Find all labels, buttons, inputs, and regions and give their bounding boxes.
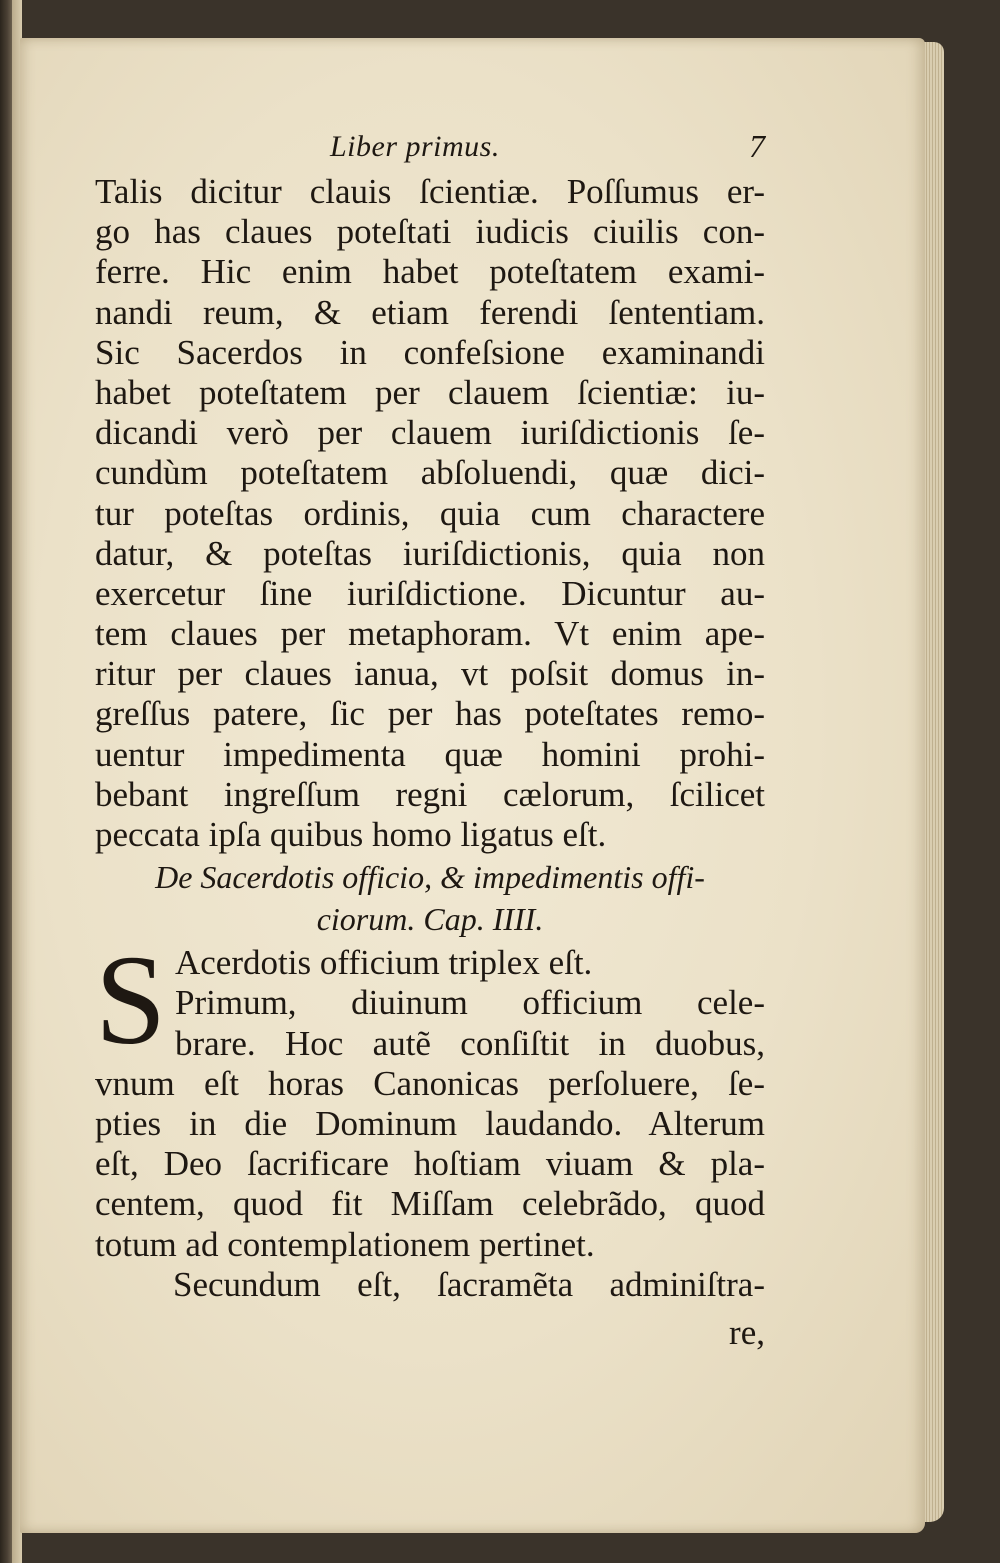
text-line: Secundum eſt, ſacramẽta adminiſtra- [173, 1264, 765, 1304]
text-line: tem claues per metaphoram. Vt enim ape- [95, 614, 765, 654]
text-line: Sic Sacerdos in confeſsione examinandi [95, 332, 765, 372]
text-line: ritur per claues ianua, vt poſsit domus in- [95, 654, 765, 694]
text-line: uentur impedimenta quæ homini prohi- [95, 734, 765, 774]
text-line: tur poteſtas ordinis, quia cum charactere [95, 493, 765, 533]
text-line: cundùm poteſtatem abſoluendi, quæ dici- [95, 453, 765, 493]
text-line: eſt, Deo ſacrificare hoſtiam viuam & pla- [95, 1144, 765, 1184]
page-number: 7 [749, 128, 765, 164]
body-paragraph-1 [95, 172, 765, 855]
text-line: totum ad contemplationem pertinet. [95, 1224, 595, 1264]
text-line: ferre. Hic enim habet poteſtatem exami- [95, 252, 765, 292]
text-line: bebant ingreſſum regni cælorum, ſcilicet [95, 774, 765, 814]
running-head-title: Liber primus. [330, 130, 500, 163]
text-line: vnum eſt horas Canonicas perſoluere, ſe- [95, 1063, 765, 1103]
text-line: nandi reum, & etiam ferendi ſententiam. [95, 292, 765, 332]
text-line: datur, & poteſtas iuriſdictionis, quia non [95, 533, 765, 573]
catchword: re, [729, 1312, 765, 1352]
text-line: go has claues poteſtati iudicis ciuilis con- [95, 212, 765, 252]
text-line: dicandi verò per clauem iuriſdictionis ſe- [95, 413, 765, 453]
text-line: habet poteſtatem per clauem ſcientiæ: iu- [95, 372, 765, 412]
text-line: peccata ipſa quibus homo ligatus eſt. [95, 815, 607, 854]
text-line: brare. Hoc autẽ conſiſtit in duobus, [175, 1023, 765, 1063]
page-text [95, 120, 765, 1353]
text-line: exercetur ſine iuriſdictione. Dicuntur au- [95, 573, 765, 613]
text-line: Primum, diuinum officium cele- [175, 983, 765, 1023]
body-paragraph-2 [95, 929, 765, 1305]
chapter-heading-line-2: ciorum. Cap. IIII. [316, 901, 544, 938]
chapter-heading-line-1: De Sacerdotis officio, & impedimentis offi- [155, 859, 705, 896]
book-binding [0, 0, 12, 1563]
text-line: Talis dicitur clauis ſcientiæ. Poſſumus er- [95, 172, 765, 211]
running-head [95, 120, 765, 172]
drop-cap-initial: S [95, 929, 167, 1072]
text-line: greſſus patere, ſic per has poteſtates remo- [95, 694, 765, 734]
text-line: pties in die Dominum laudando. Alterum [95, 1103, 765, 1143]
text-line: Acerdotis officium triplex eſt. [175, 943, 593, 983]
text-line: centem, quod fit Miſſam celebrãdo, quod [95, 1184, 765, 1224]
